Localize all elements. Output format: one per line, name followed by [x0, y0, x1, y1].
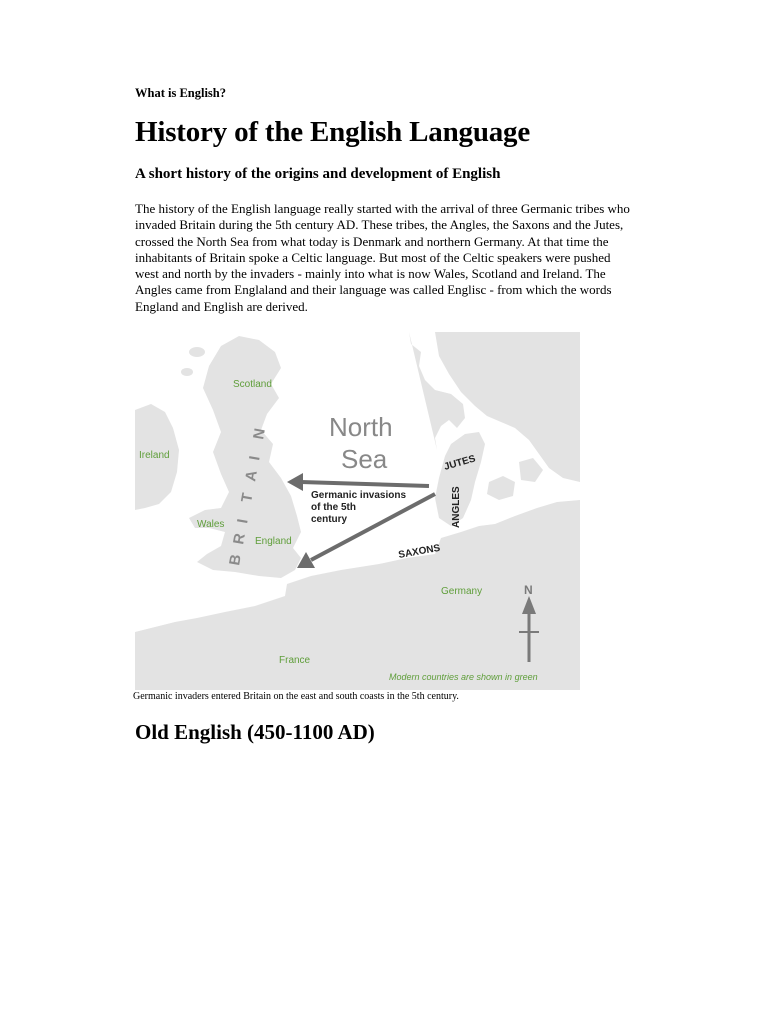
wales-label: Wales: [197, 519, 225, 530]
germanic-invasions-map: [135, 332, 580, 690]
kicker-label: What is English?: [135, 86, 227, 100]
isle-shape: [181, 368, 193, 376]
britain-letter: T: [238, 491, 257, 504]
invasion-label-line2: of the 5th: [311, 502, 356, 513]
isle-shape: [189, 347, 205, 357]
ireland-label: Ireland: [139, 450, 170, 461]
britain-letter: A: [242, 469, 261, 483]
angles-label: ANGLES: [451, 486, 462, 528]
section-heading-old-english: Old English (450-1100 AD): [135, 720, 375, 744]
britain-letter: N: [250, 427, 269, 441]
saxons-label: SAXONS: [397, 542, 442, 561]
map-legend-note: Modern countries are shown in green: [389, 672, 538, 682]
map-caption: Germanic invaders entered Britain on the east and south coasts in the 5th century.: [133, 691, 459, 702]
page-subtitle: A short history of the origins and development of English: [135, 166, 501, 182]
invasion-label-line1: Germanic invasions: [311, 490, 407, 501]
england-label: England: [255, 536, 292, 547]
britain-letter: I: [246, 454, 264, 462]
france-label: France: [279, 655, 311, 666]
page-title: History of the English Language: [135, 116, 531, 148]
jutes-label: JUTES: [442, 453, 477, 473]
north-letter: N: [524, 583, 533, 597]
scotland-label: Scotland: [233, 379, 272, 390]
britain-letter: R: [230, 532, 249, 546]
germany-label: Germany: [441, 586, 483, 597]
intro-paragraph: The history of the English language really started with the arrival of three Germanic tribes who invaded Britain during the 5th century AD. These tribes, the Angles, the Saxons and the Jutes, crossed the North Sea from what today is Denmark and northern Germany. At that time the inhabitants of Britain spoke a Celtic language. But most of the Celtic speakers were pushed west and north by the invaders - mainly into what is now Wales, Scotland and Ireland. The Angles came from Englaland and their language was called Englisc - from which the words England and English are derived.: [135, 201, 630, 314]
sea-label-line1: North: [329, 412, 393, 442]
britain-letter: I: [234, 517, 252, 525]
britain-letter: B: [226, 553, 245, 567]
sea-label-line2: Sea: [341, 444, 388, 474]
invasion-label-line3: century: [311, 514, 348, 525]
